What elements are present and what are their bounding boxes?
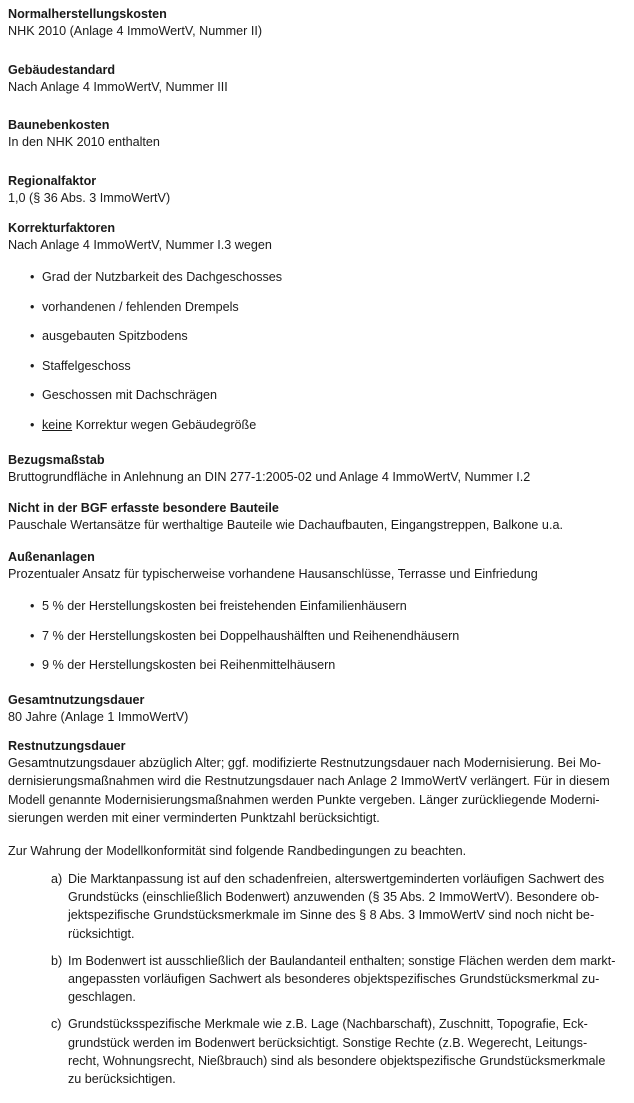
- list-item: • vorhandenen / fehlenden Drempels: [8, 298, 624, 328]
- list-item: • 5 % der Herstellungskosten bei freistehenden Einfamilienhäusern: [8, 597, 624, 627]
- item-line: grundstück werden im Bodenwert berücksichtigt. Sonstige Rechte (z.B. Wegerecht, Leitungs-: [68, 1035, 588, 1050]
- list-item: • Staffelgeschoss: [8, 357, 624, 387]
- section-text: Nach Anlage 4 ImmoWertV, Nummer I.3 wegen: [8, 238, 272, 252]
- item-line: Grundstücksspezifische Merkmale wie z.B. Lage (Nachbarschaft), Zuschnitt, Topografie, Eck-: [68, 1017, 588, 1032]
- section-heading: Außenanlagen: [8, 550, 95, 564]
- section-heading: Bezugsmaßstab: [8, 453, 105, 467]
- section-aussenanlagen: [8, 549, 624, 686]
- list-item: • Grad der Nutzbarkeit des Dachgeschosses: [8, 268, 624, 298]
- item-line: Die Marktanpassung ist auf den schadenfreien, alterswertgeminderten vorläufigen Sachwert des: [68, 872, 605, 886]
- section-heading: Gebäudestandard: [8, 63, 116, 77]
- item-marker: c): [51, 1017, 62, 1032]
- list-item: [8, 1015, 624, 1088]
- section-heading: Korrekturfaktoren: [8, 221, 116, 235]
- section-gebaeudestandard: [8, 62, 624, 96]
- section-text: Bruttogrundfläche in Anlehnung an DIN 277-1:2005-02 und Anlage 4 ImmoWertV, Nummer I.2: [8, 470, 531, 484]
- section-text: 80 Jahre (Anlage 1 ImmoWertV): [8, 710, 189, 724]
- item-line: jektspezifische Grundstücksmerkmale im Sinne des § 8 Abs. 3 ImmoWertV sind noch nicht be-: [68, 908, 595, 923]
- list-item: [8, 952, 624, 1007]
- section-gesamtnutzungsdauer: [8, 692, 624, 726]
- item-line: zu berücksichtigen.: [68, 1072, 176, 1087]
- list-item: • Geschossen mit Dachschrägen: [8, 386, 624, 416]
- para-line: Gesamtnutzungsdauer abzüglich Alter; ggf. modifizierte Restnutzungsdauer nach Modernisierung. Bei Mo-: [8, 756, 601, 770]
- section-heading: Normalherstellungskosten: [8, 7, 167, 21]
- section-normalherstellungskosten: [8, 6, 624, 40]
- item-line: angepassten vorläufigen Sachwert als besonderes objektspezifisches Grundstücksmerkmal zu-: [68, 972, 600, 987]
- item-marker: a): [51, 872, 63, 886]
- intro-text: Zur Wahrung der Modellkonformität sind folgende Randbedingungen zu beachten.: [8, 844, 467, 858]
- section-randbedingungen: [8, 842, 624, 1088]
- section-heading: Nicht in der BGF erfasste besondere Bauteile: [8, 501, 279, 515]
- aussenanlagen-list: [8, 597, 624, 686]
- conditions-list: [8, 870, 624, 1088]
- section-besondere-bauteile: [8, 500, 624, 534]
- section-text: In den NHK 2010 enthalten: [8, 135, 160, 149]
- section-heading: Gesamtnutzungsdauer: [8, 693, 145, 707]
- underlined-keine: keine: [42, 417, 73, 432]
- section-heading: Baunebenkosten: [8, 118, 110, 132]
- para-line: dernisierungsmaßnahmen wird die Restnutzungsdauer nach Anlage 2 ImmoWertV verlängert. Für in diesem: [8, 774, 610, 789]
- korrektur-list: [8, 268, 624, 445]
- section-heading: Regionalfaktor: [8, 174, 97, 188]
- section-korrekturfaktoren: [8, 220, 624, 445]
- item-line: geschlagen.: [68, 990, 136, 1005]
- list-item-rest: Korrektur wegen Gebäudegröße: [72, 417, 257, 432]
- section-regionalfaktor: [8, 173, 624, 207]
- para-line: Modell genannte Modernisierungsmaßnahmen werden Punkte vergeben. Länger zurückliegende Moderni-: [8, 792, 600, 807]
- section-restnutzungsdauer: [8, 738, 624, 827]
- section-text: 1,0 (§ 36 Abs. 3 ImmoWertV): [8, 191, 171, 205]
- section-bezugsmassstab: [8, 452, 624, 486]
- section-text: Nach Anlage 4 ImmoWertV, Nummer III: [8, 80, 228, 94]
- section-baunebenkosten: [8, 117, 624, 151]
- section-text: NHK 2010 (Anlage 4 ImmoWertV, Nummer II): [8, 24, 263, 38]
- item-line: Im Bodenwert ist ausschließlich der Baulandanteil enthalten; sonstige Flächen werden dem markt-: [68, 953, 616, 968]
- list-item-keine-korrektur: [8, 416, 624, 446]
- item-line: rücksichtigt.: [68, 926, 135, 941]
- list-item: • ausgebauten Spitzbodens: [8, 327, 624, 357]
- section-text: Prozentualer Ansatz für typischerweise vorhandene Hausanschlüsse, Terrasse und Einfriedung: [8, 567, 538, 581]
- list-item: • 7 % der Herstellungskosten bei Doppelhaushälften und Reihenendhäusern: [8, 627, 624, 657]
- item-line: recht, Wohnungsrecht, Nießbrauch) sind als besondere objektspezifische Grundstücksmerkmale: [68, 1053, 606, 1068]
- item-marker: b): [51, 953, 63, 968]
- section-heading: Restnutzungsdauer: [8, 739, 126, 753]
- section-text: Pauschale Wertansätze für werthaltige Bauteile wie Dachaufbauten, Eingangstreppen, Balkone u.a.: [8, 518, 563, 532]
- para-line: sierungen werden mit einer verminderten Punktzahl berücksichtigt.: [8, 810, 380, 825]
- list-item: [8, 870, 624, 943]
- list-item: • 9 % der Herstellungskosten bei Reihenmittelhäusern: [8, 656, 624, 686]
- item-line: Grundstücks (einschließlich Bodenwert) anzuwenden (§ 35 Abs. 2 ImmoWertV). Besondere ob-: [68, 890, 600, 905]
